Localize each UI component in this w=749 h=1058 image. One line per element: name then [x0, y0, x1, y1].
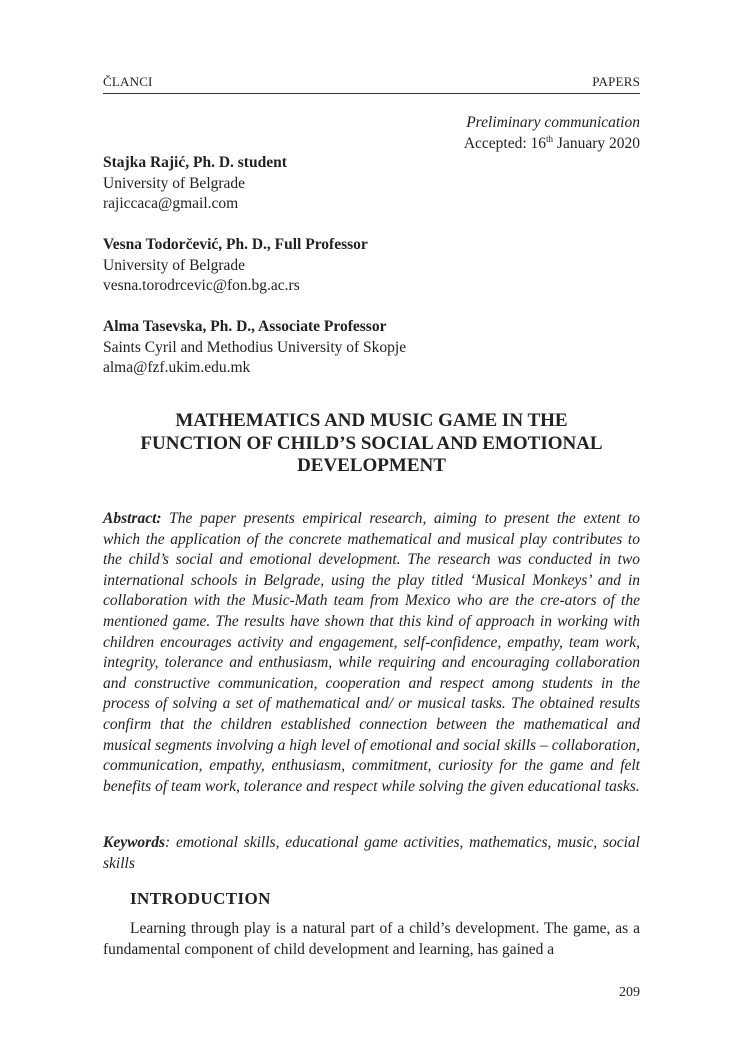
- author-block: [103, 235, 640, 297]
- author-affiliation: University of Belgrade: [103, 256, 246, 274]
- running-header: [103, 74, 640, 94]
- abstract: [103, 509, 640, 797]
- abstract-text: The paper presents empirical research, aiming to present the extent to which the application of the concrete mathematical and musical play contributes to the child’s social and emotional development. The research was conducted in two international schools in Belgrade, using the play titled ‘Musical Monkeys’ and in collaboration with the Music-Math team from Mexico who are the cre-ators of the mentioned game. The results have shown that this kind of approach in working with children encourages activity and engagement, self-confidence, empathy, team work, integrity, tolerance and enthusiasm, while requiring and encouraging collaboration and constructive communication, cooperation and respect among students in the process of solving a set of mathematical and/ or musical tasks. The obtained results confirm that the children established connection between the mathematical and musical segments involving a high level of emotional and social skills – collaboration, communication, empathy, enthusiasm, commitment, curiosity for the game and felt benefits of team work, tolerance and respect while solving the given educational tasks.: [103, 510, 641, 795]
- author-name: Alma Tasevska, Ph. D., Associate Professor: [103, 318, 387, 335]
- abstract-label: Abstract:: [103, 510, 162, 527]
- title-line: FUNCTION OF CHILD’S SOCIAL AND EMOTIONAL: [140, 432, 603, 454]
- author-name: Stajka Rajić, Ph. D. student: [103, 154, 287, 171]
- publication-type: Preliminary communication: [466, 114, 640, 131]
- header-left-label: ČLANCI: [103, 74, 153, 89]
- accepted-date-ordinal: th: [546, 133, 554, 144]
- paper-title: [103, 410, 640, 478]
- section-heading-introduction: INTRODUCTION: [130, 889, 271, 908]
- author-affiliation: Saints Cyril and Methodius University of Skopje: [103, 338, 407, 356]
- page-number: 209: [619, 985, 640, 1000]
- author-email: alma@fzf.ukim.edu.mk: [103, 359, 251, 376]
- author-email: vesna.torodrcevic@fon.bg.ac.rs: [103, 277, 300, 294]
- introduction-paragraph: Learning through play is a natural part of a child’s development. The game, as a fundamental component of child development and learning, has gained a: [103, 920, 640, 958]
- author-block: [103, 153, 640, 215]
- author-affiliation: University of Belgrade: [103, 174, 246, 192]
- keywords-label: Keywords: [103, 834, 165, 851]
- author-list: [103, 153, 640, 399]
- title-line: DEVELOPMENT: [297, 455, 446, 476]
- publication-info: [464, 112, 640, 154]
- header-right-label: PAPERS: [592, 74, 640, 89]
- accepted-date-prefix: Accepted: 16: [463, 135, 547, 152]
- accepted-date-suffix: January 2020: [553, 135, 640, 152]
- title-line: MATHEMATICS AND MUSIC GAME IN THE: [175, 410, 568, 431]
- author-name: Vesna Todorčević, Ph. D., Full Professor: [103, 236, 368, 253]
- keywords-text: : emotional skills, educational game activities, mathematics, music, social skills: [103, 834, 640, 872]
- keywords: [103, 833, 640, 874]
- accepted-date: [464, 133, 640, 154]
- author-email: rajiccaca@gmail.com: [103, 195, 239, 212]
- author-block: [103, 317, 640, 379]
